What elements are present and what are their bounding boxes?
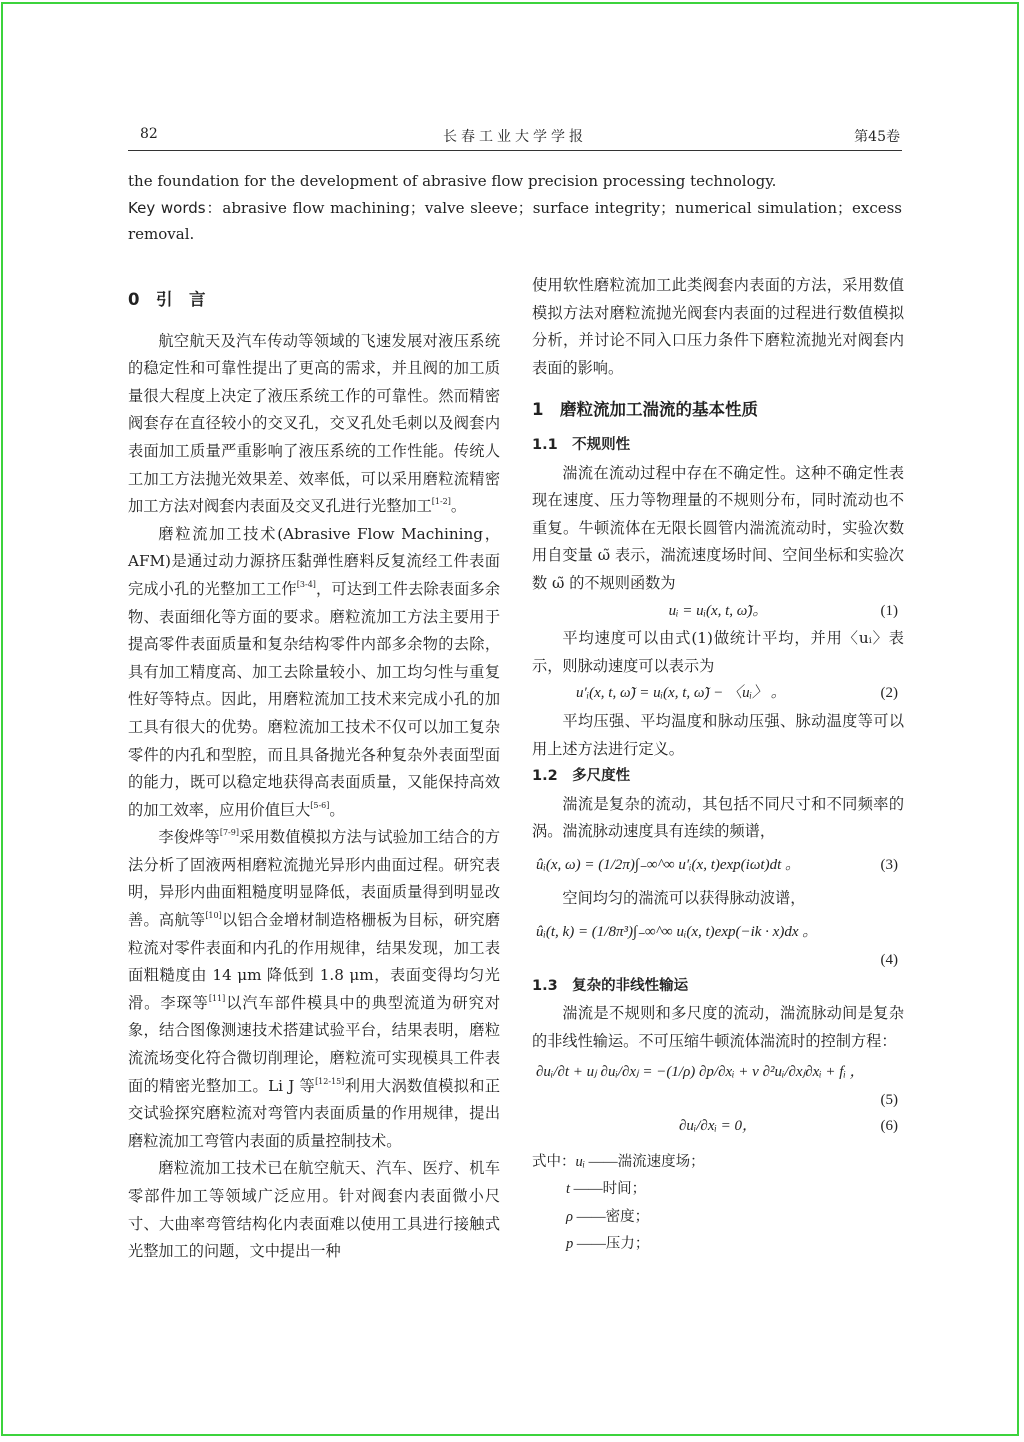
paragraph-text: 利用大涡数值模拟和正交试验探究磨粒流对弯管内表面质量的作用规律，提出磨粒流加工弯管内表面的质量控制技术。	[128, 1076, 500, 1150]
section-1-2-title: 1.2 多尺度性	[532, 768, 631, 785]
equation-number: (3)	[880, 856, 898, 873]
section-1-1-title: 1.1 不规则性	[532, 436, 631, 453]
equation-number: (6)	[880, 1118, 898, 1135]
volume-label: 第45卷	[854, 129, 900, 145]
equation-number: (4)	[880, 951, 898, 968]
definition-symbol: p	[566, 1236, 574, 1253]
citation: [11]	[208, 993, 226, 1003]
equation-number: (2)	[880, 685, 898, 702]
equation-4	[532, 919, 904, 947]
citation: [12-15]	[315, 1076, 345, 1086]
abstract-last-line: the foundation for the development of abrasive flow precision processing technology.	[128, 172, 777, 190]
equation-5-number-row	[532, 1087, 904, 1113]
paragraph-text: 采用数值模拟方法与试验加工结合的方法分析了固液两相磨粒流抛光异形内曲面过程。研究表明，异形内曲面粗糙度明显降低，表面质量得到明显改善。高航等	[128, 828, 501, 930]
equation-2	[532, 680, 904, 708]
equation-5	[532, 1059, 904, 1087]
variable-definitions	[532, 1149, 904, 1259]
equation-body: uᵢ = uᵢ(x, t, ω̃)。	[668, 602, 768, 619]
definition-text: ——压力；	[576, 1236, 650, 1253]
paragraph: 使用软性磨粒流加工此类阀套内表面的方法，采用数值模拟方法对磨粒流抛光阀套内表面的过程进行数值模拟分析，并讨论不同入口压力条件下磨粒流抛光对阀套内表面的影响。	[532, 276, 904, 377]
paragraph-text: ，可达到工件去除表面多余物、表面细化等方面的要求。磨粒流加工方法主要用于提高零件表面质量和复杂结构零件内部多余物的去除，具有加工精度高、加工去除量较小、加工均匀性与重复性好等特点。因此，用磨粒流加工技术来完成小孔的加工具有很大的优势。磨粒流加工技术不仅可以加工复杂零件的内孔和型腔，而且具备抛光各种复杂外表面型面的能力，既可以稳定地获得高表面质量，又能保持高效的加工效率，应用价值巨大	[128, 579, 501, 819]
paragraph: 湍流是不规则和多尺度的流动，湍流脉动间是复杂的非线性输运。不可压缩牛顿流体湍流时的控制方程：	[532, 1004, 904, 1050]
definition-text: ——密度；	[576, 1208, 650, 1225]
citation: [7-9]	[219, 828, 239, 838]
section-1-title: 1 磨粒流加工湍流的基本性质	[532, 400, 758, 420]
paragraph-text: 李俊烨等	[158, 828, 220, 847]
paragraph-text: 磨粒流加工技术(Abrasive Flow Machining，AFM)是通过动力源挤压黏弹性磨料反复流经工件表面完成小孔的光整加工工作	[128, 524, 500, 598]
equation-1	[532, 598, 904, 626]
left-column	[128, 286, 500, 1266]
definition-row	[532, 1204, 904, 1232]
equation-number: (1)	[880, 602, 898, 619]
equation-6	[532, 1113, 904, 1141]
definition-symbol: uᵢ	[575, 1153, 586, 1170]
equation-number: (5)	[880, 1092, 898, 1109]
paragraph: 湍流在流动过程中存在不确定性。这种不确定性表现在速度、压力等物理量的不规则分布，同时流动也不重复。牛顿流体在无限长圆管内湍流流动时，实验次数用自变量 ω̃ 表示，湍流速度场时间、空间坐标和实验次数 ω̃ 的不规则函数为	[532, 463, 904, 592]
equation-body: u′ᵢ(x, t, ω̃) = uᵢ(x, t, ω̃) − 〈uᵢ〉 。	[576, 685, 786, 702]
abstract-tail	[128, 168, 902, 248]
right-column	[532, 272, 904, 1259]
definition-text: ——湍流速度场；	[588, 1153, 705, 1170]
equation-body: ∂uᵢ/∂xᵢ = 0，	[678, 1118, 758, 1135]
equation-body: ûᵢ(t, k) = (1/8π³)∫₋∞^∞ uᵢ(x, t)exp(−ik · x)dx 。	[536, 924, 818, 941]
paragraph: 磨粒流加工技术已在航空航天、汽车、医疗、机车零部件加工等领域广泛应用。针对阀套内表面微小尺寸、大曲率弯管结构化内表面难以使用工具进行接触式光整加工的问题，文中提出一种	[128, 1159, 500, 1261]
citation: [1-2]	[431, 497, 451, 507]
paragraph: 湍流是复杂的流动，其包括不同尺寸和不同频率的涡。湍流脉动速度具有连续的频谱，	[532, 794, 904, 841]
definition-row	[532, 1149, 904, 1177]
keywords-text: abrasive flow machining；valve sleeve；surface integrity；numerical simulation；excess removal.	[128, 198, 902, 243]
citation: [5-6]	[310, 800, 330, 810]
keywords	[128, 195, 902, 248]
journal-title: 长春工业大学学报	[443, 129, 587, 145]
definition-text: ——时间；	[573, 1181, 647, 1198]
definition-symbol: ρ	[566, 1208, 573, 1225]
paragraph: 磨粒流加工技术(Abrasive Flow Machining，AFM)是通过动力源挤压黏弹性磨料反复流经工件表面完成小孔的光整加工工作[3-4]，可达到工件去除表面多余物、表面细化等方面的要求。磨粒流加工方法主要用于提高零件表面质量和复杂结构零件内部多余物的去除，具有加工精度高、加工去除量较小、加工均匀性与重复性好等特点。因此，用磨粒流加工技术来完成小孔的加工具有很大的优势。磨粒流加工技术不仅可以加工复杂零件的内孔和型腔，而且具备抛光各种复杂外表面型面的能力，既可以稳定地获得高表面质量，又能保持高效的加工效率，应用价值巨大[5-6]。	[128, 524, 501, 819]
definition-row	[532, 1231, 904, 1259]
paragraph	[128, 824, 500, 1155]
running-header	[128, 124, 902, 151]
equation-4-number-row	[532, 947, 904, 973]
equation-body: ûᵢ(x, ω) = (1/2π)∫₋∞^∞ u′ᵢ(x, t)exp(iωt)dt 。	[536, 856, 801, 873]
section-0-title: 0 引 言	[128, 290, 206, 309]
where-label: 式中：	[532, 1153, 576, 1170]
definition-symbol: t	[566, 1181, 571, 1198]
keywords-label: Key words：	[128, 198, 223, 217]
paragraph-text: 航空航天及汽车传动等领域的飞速发展对液压系统的稳定性和可靠性提出了更高的需求，并且阀的加工质量很大程度上决定了液压系统工作的可靠性。然而精密阀套存在直径较小的交叉孔，交叉孔处毛刺以及阀套内表面加工质量严重影响了液压系统的工作性能。传统人工加工方法抛光效果差、效率低，可以采用磨粒流精密加工方法对阀套内表面及交叉孔进行光整加工	[128, 331, 500, 516]
paragraph: 空间均匀的湍流可以获得脉动波谱，	[562, 889, 806, 908]
definition-row	[532, 1176, 904, 1204]
equation-3	[532, 852, 904, 880]
paragraph-text: 以铝合金增材制造格栅板为目标，研究磨粒流对零件表面和内孔的作用规律，结果发现，加工表面粗糙度由 14 μm 降低到 1.8 μm，表面变得均匀光滑。李琛等	[128, 911, 501, 1012]
citation: [3-4]	[296, 579, 316, 589]
equation-body: ∂uᵢ/∂t + uⱼ ∂uᵢ/∂xⱼ = −(1/ρ) ∂p/∂xᵢ + v ∂²uᵢ/∂xⱼ∂xᵢ + fᵢ ，	[536, 1064, 865, 1081]
paragraph: 平均速度可以由式(1)做统计平均，并用〈uᵢ〉表示，则脉动速度可以表示为	[532, 629, 904, 675]
section-1-3-title: 1.3 复杂的非线性输运	[532, 977, 689, 994]
citation: [10]	[205, 911, 222, 921]
paragraph: 平均压强、平均温度和脉动压强、脉动温度等可以用上述方法进行定义。	[532, 711, 904, 758]
page-number: 82	[140, 126, 158, 142]
paragraph: 航空航天及汽车传动等领域的飞速发展对液压系统的稳定性和可靠性提出了更高的需求，并且阀的加工质量很大程度上决定了液压系统工作的可靠性。然而精密阀套存在直径较小的交叉孔，交叉孔处毛刺以及阀套内表面加工质量严重影响了液压系统的工作性能。传统人工加工方法抛光效果差、效率低，可以采用磨粒流精密加工方法对阀套内表面及交叉孔进行光整加工[1-2]。	[128, 331, 500, 516]
paragraph-text: 以汽车部件模具中的典型流道为研究对象，结合图像测速技术搭建试验平台，结果表明，磨粒流流场变化符合微切削理论，磨粒流可实现模具工件表面的精密光整加工。Li J 等	[128, 993, 501, 1095]
